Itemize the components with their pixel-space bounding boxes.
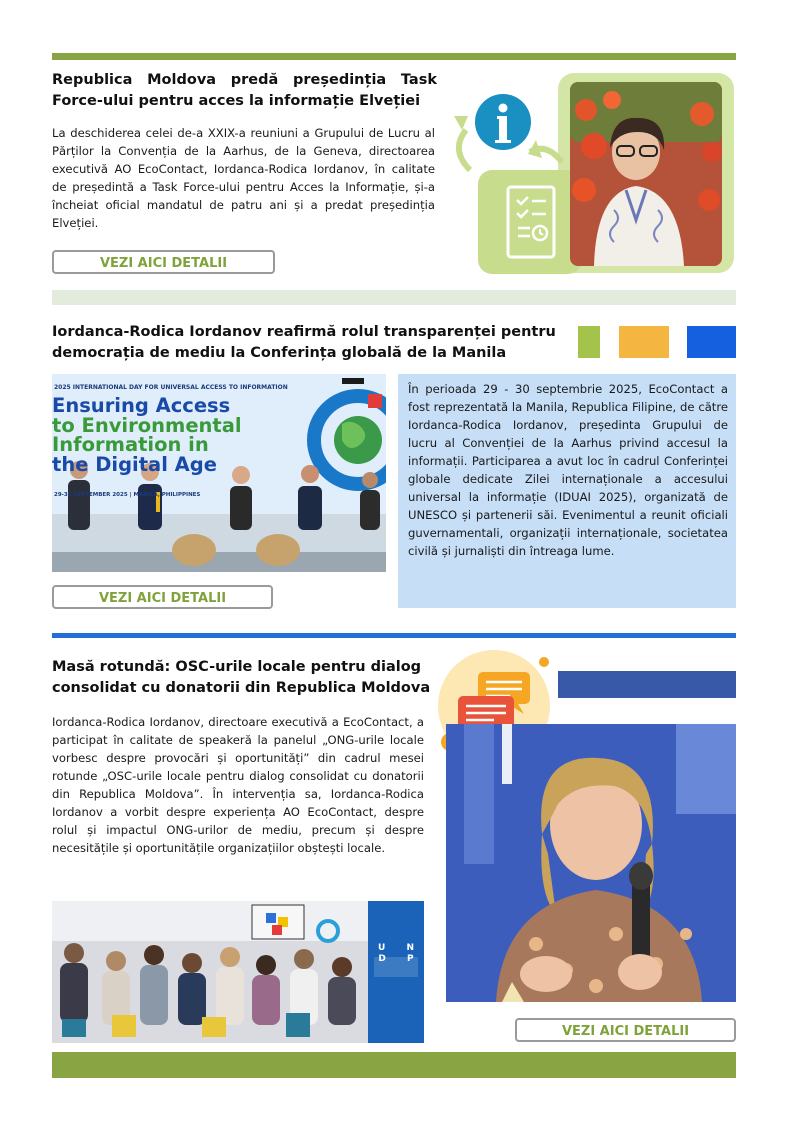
section-divider-blue (52, 633, 736, 638)
article2-title: Iordanca-Rodica Iordanov reafirmă rolul transparenței pentru democrația de mediu la Conferința globală de la Manila (52, 324, 556, 361)
photo-headline (52, 396, 242, 474)
article1-body: La deschiderea celei de-a XXIX-a reuniuni a Grupului de Lucru al Părților la Convenția de la Aarhus, de la Geneva, directoarea executivă AO EcoContact, Iordanca-Rodica Iordanov, în calitate de președintă a Task Force-ului pentru Acces la Informație, și-a încheiat oficial mandatul de patru ani și a predat președinția Elveției. (52, 126, 435, 230)
article3-details-button[interactable]: VEZI AICI DETALII (515, 1018, 736, 1042)
article1-photo (570, 82, 722, 266)
article3-body-block (52, 713, 424, 857)
accent-square-green (578, 326, 600, 358)
article3-title: Masă rotundă: OSC-urile locale pentru dialog consolidat cu donatorii din Republica Moldova (52, 659, 431, 696)
article2-photo (52, 374, 386, 572)
photo-headline-line2: to Environmental (52, 413, 242, 437)
bottom-divider-bar (52, 1052, 736, 1078)
article2-title-block (52, 322, 562, 364)
article1-title-block (52, 70, 437, 112)
article2-body: În perioada 29 - 30 septembrie 2025, EcoContact a fost reprezentată la Manila, Republica Filipine, de către Iordanca-Rodica Iordanov, președinta Grupului de lucru al Convenției de la Aarhus privind accesul la informații. Participarea a avut loc în cadrul Conferinței globale dedicate Zilei internaționale a accesului universal la informație (IDUAI 2025), organizată de UNESCO și partenerii săi. Evenimentul a reunit oficiali guvernamentali, organizații internaționale, societatea civilă și jurnaliști din întreaga lume. (408, 382, 728, 558)
accent-bar-navy (558, 671, 736, 698)
article3-title-block (52, 657, 432, 699)
cycle-arrow-icon (459, 130, 470, 170)
article1-title: Republica Moldova predă președinția Task Force-ului pentru acces la informație Elveției (52, 72, 437, 109)
photo-banner-text: 2025 INTERNATIONAL DAY FOR UNIVERSAL ACCESS TO INFORMATION (54, 384, 288, 391)
article1-body-block (52, 124, 435, 232)
photo-headline-line4: the Digital Age (52, 452, 217, 476)
undp-logo-text: U N D P (378, 943, 414, 964)
article2-body-box (398, 374, 736, 608)
article3-portrait-photo (446, 724, 736, 1002)
article2-details-button[interactable]: VEZI AICI DETALII (52, 585, 273, 609)
section-divider-pale (52, 290, 736, 305)
article1-graphic (444, 70, 736, 276)
photo-headline-line1: Ensuring Access (52, 394, 231, 417)
article3-audience-photo (52, 901, 424, 1043)
photo-headline-line3: Information in (52, 433, 209, 456)
photo-date-text: 29-30 SEPTEMBER 2025 | MANILA, PHILIPPINES (54, 492, 201, 498)
top-divider-bar (52, 53, 736, 60)
accent-square-blue (687, 326, 736, 358)
article3-body: Iordanca-Rodica Iordanov, directoare executivă a EcoContact, a participat în calitate de speakeră la panelul „ONG-urile locale vorbesc despre provocări și oportunități” din cadrul mesei rotunde „OSC-urile locale pentru dialog consolidat cu donatorii din Republica Moldova”. În intervenția sa, Iordanca-Rodica Iordanov a vorbit despre experiența AO EcoContact, despre rolul și impactul ONG-urilor de mediu, precum și despre necesitățile și oportunitățile organizațiilor obștești locale. (52, 715, 424, 855)
article1-details-button[interactable]: VEZI AICI DETALII (52, 250, 275, 274)
accent-square-orange (619, 326, 669, 358)
